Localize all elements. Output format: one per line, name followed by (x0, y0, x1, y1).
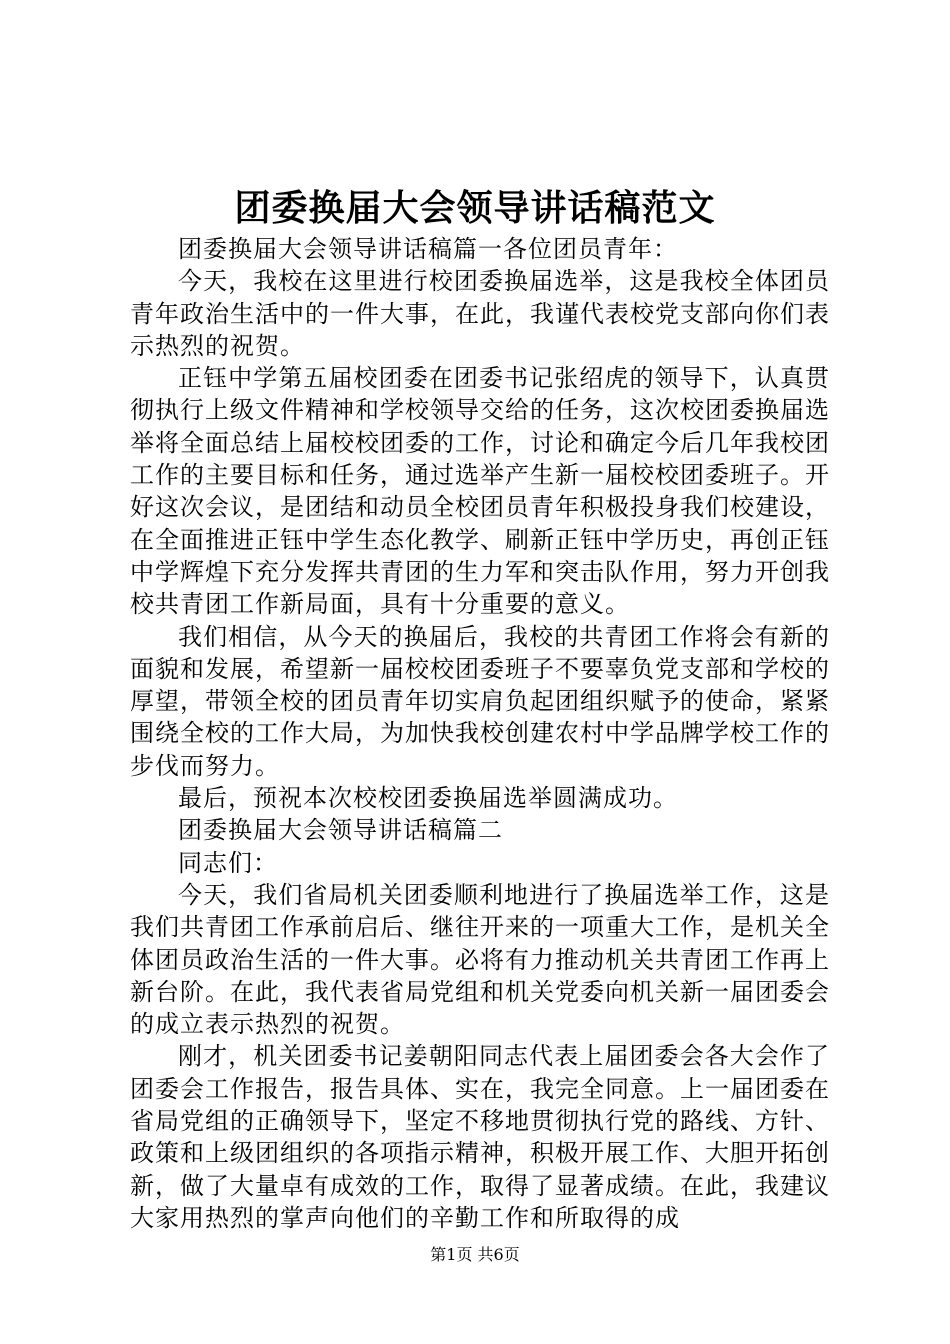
document-body (130, 233, 830, 1234)
page-number-footer: 第1页 共6页 (430, 1245, 520, 1264)
paragraph: 今天，我校在这里进行校团委换届选举，这是我校全体团员青年政治生活中的一件大事，在此，我谨代表校党支部向你们表示热烈的祝贺。 (130, 267, 830, 360)
paragraph: 正钰中学第五届校团委在团委书记张绍虎的领导下，认真贯彻执行上级文件精神和学校领导交给的任务，这次校团委换届选举将全面总结上届校校团委的工作，讨论和确定今后几年我校团工作的主要目标和任务，通过选举产生新一届校校团委班子。开好这次会议，是团结和动员全校团员青年积极投身我们校建设，在全面推进正钰中学生态化教学、刷新正钰中学历史，再创正钰中学辉煌下充分发挥共青团的生力军和突击队作用，努力开创我校共青团工作新局面，具有十分重要的意义。 (130, 364, 830, 619)
paragraph: 最后，预祝本次校校团委换届选举圆满成功。 (178, 784, 678, 813)
paragraph: 刚才，机关团委书记姜朝阳同志代表上届团委会各大会作了团委会工作报告，报告具体、实在，我完全同意。上一届团委在省局党组的正确领导下，坚定不移地贯彻执行党的路线、方针、政策和上级团组织的各项指示精神，积极开展工作、大胆开拓创新，做了大量卓有成效的工作，取得了显著成绩。在此，我建议大家用热烈的掌声向他们的辛勤工作和所取得的成 (130, 1042, 830, 1232)
paragraph: 今天，我们省局机关团委顺利地进行了换届选举工作，这是我们共青团工作承前启后、继往开来的一项重大工作，是机关全体团员政治生活的一件大事。必将有力推动机关共青团工作再上新台阶。在此，我代表省局党组和机关党委向机关新一届团委会的成立表示热烈的祝贺。 (130, 880, 830, 1039)
paragraph: 我们相信，从今天的换届后，我校的共青团工作将会有新的面貌和发展，希望新一届校校团委班子不要辜负党支部和学校的厚望，带领全校的团员青年切实肩负起团组织赋予的使命，紧紧围绕全校的工作大局，为加快我校创建农村中学品牌学校工作的步伐而努力。 (130, 622, 830, 780)
document-title: 团委换届大会领导讲话稿范文 (234, 187, 716, 229)
salutation: 同志们： (178, 848, 278, 877)
section-heading: 团委换届大会领导讲话稿篇二 (178, 816, 503, 845)
paragraph: 团委换届大会领导讲话稿篇一各位团员青年： (178, 235, 678, 263)
